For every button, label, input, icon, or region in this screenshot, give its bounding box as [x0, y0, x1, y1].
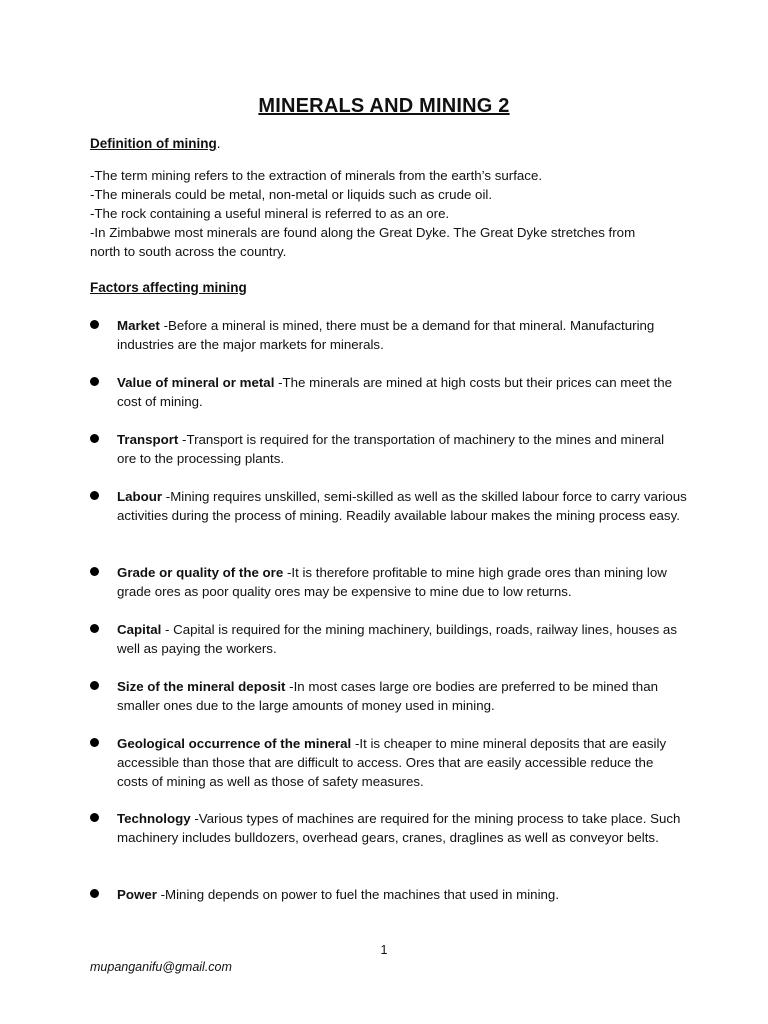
page-number: 1: [380, 943, 388, 957]
factor-term: Geological occurrence of the mineral: [117, 736, 352, 751]
factor-text: [117, 430, 687, 468]
factors-heading-text: Factors affecting mining: [90, 280, 247, 295]
bullet-icon: [90, 738, 99, 747]
factor-description: -Before a mineral is mined, there must be a demand for that mineral. Manufacturing industries are the major markets for minerals.: [117, 318, 655, 352]
factor-description: -Mining requires unskilled, semi-skilled as well as the skilled labour force to carry various activities during the process of mining. Readily available labour makes the mining process easy.: [117, 489, 687, 523]
definition-line: -The rock containing a useful mineral is referred to as an ore.: [90, 206, 450, 221]
bullet-icon: [90, 681, 99, 690]
definition-heading-text: Definition of mining: [90, 136, 217, 151]
definition-paragraph: [90, 166, 690, 261]
bullet-icon: [90, 491, 99, 500]
factor-description: -Mining depends on power to fuel the machines that used in mining.: [156, 887, 560, 902]
bullet-icon: [90, 377, 99, 386]
factor-term: Labour: [117, 489, 166, 504]
factor-description: -Transport is required for the transportation of machinery to the mines and mineral ore to the processing plants.: [117, 432, 665, 466]
factor-text: [117, 563, 687, 601]
definition-heading: [90, 136, 221, 151]
factor-description: - Capital is required for the mining machinery, buildings, roads, railway lines, houses as well as paying the workers.: [117, 622, 677, 656]
footer-email: mupanganifu@gmail.com: [90, 960, 232, 974]
definition-line: -In Zimbabwe most minerals are found along the Great Dyke. The Great Dyke stretches from: [90, 225, 636, 240]
factor-term: Size of the mineral deposit: [117, 679, 286, 694]
factor-term: Technology: [117, 811, 191, 826]
factor-text: [117, 487, 687, 525]
factor-term: Transport: [117, 432, 179, 447]
factor-text: [117, 373, 687, 411]
definition-heading-suffix: .: [216, 136, 221, 151]
factor-text: [117, 809, 687, 847]
definition-line: -The minerals could be metal, non-metal or liquids such as crude oil.: [90, 187, 493, 202]
factor-term: Value of mineral or metal: [117, 375, 279, 390]
factor-description: -It is therefore profitable to mine high grade ores than mining low grade ores as poor quality ores may be expensive to mine due to low returns.: [117, 565, 667, 599]
factor-text: [117, 885, 687, 904]
factor-description: -The minerals are mined at high costs but their prices can meet the cost of mining.: [117, 375, 673, 409]
bullet-icon: [90, 320, 99, 329]
factor-term: Power: [117, 887, 157, 902]
factor-term: Market: [117, 318, 160, 333]
bullet-icon: [90, 567, 99, 576]
factor-term: Grade or quality of the ore: [117, 565, 284, 580]
factor-text: [117, 677, 687, 715]
factors-heading: [90, 280, 247, 295]
bullet-icon: [90, 889, 99, 898]
definition-line: -The term mining refers to the extraction of minerals from the earth’s surface.: [90, 168, 543, 183]
document-title: MINERALS AND MINING 2: [258, 95, 510, 117]
factor-text: [117, 734, 687, 791]
factor-description: -It is cheaper to mine mineral deposits that are easily accessible than those that are difficult to access. Ores that are easily accessible reduce the costs of mining as well as those of safety measures.: [117, 736, 667, 789]
bullet-icon: [90, 624, 99, 633]
bullet-icon: [90, 434, 99, 443]
factor-description: -Various types of machines are required for the mining process to take place. Such machinery includes bulldozers, overhead gears, cranes, draglines as well as conveyor belts.: [117, 811, 681, 845]
factor-text: [117, 316, 687, 354]
factor-description: -In most cases large ore bodies are preferred to be mined than smaller ones due to the large amounts of money used in mining.: [117, 679, 658, 713]
definition-line: north to south across the country.: [90, 244, 287, 259]
bullet-icon: [90, 813, 99, 822]
factor-text: [117, 620, 687, 658]
factor-term: Capital: [117, 622, 162, 637]
